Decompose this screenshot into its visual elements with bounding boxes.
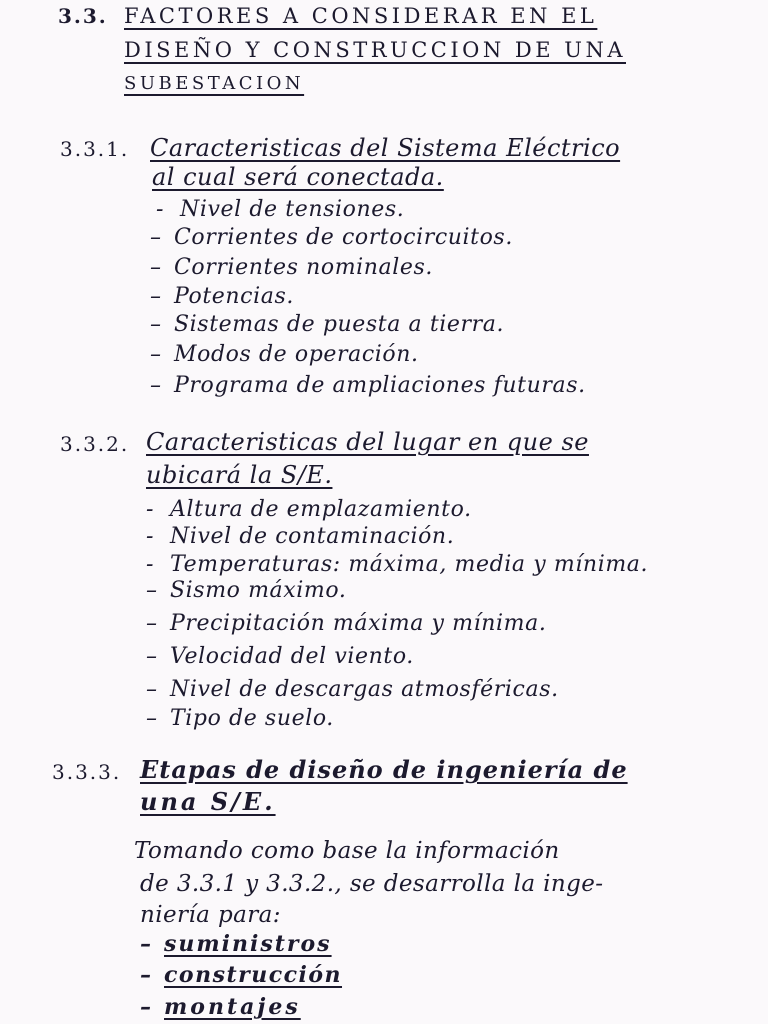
- main-title-line-2: DISEÑO Y CONSTRUCCION DE UNA: [124, 38, 626, 62]
- paragraph-line-1: Tomando como base la información: [134, 838, 560, 864]
- list-item: – Programa de ampliaciones futuras.: [150, 373, 586, 398]
- list-item: – Sistemas de puesta a tierra.: [150, 312, 505, 337]
- list-item: – Corrientes de cortocircuitos.: [150, 225, 513, 250]
- list-item: - Temperaturas: máxima, media y mínima.: [146, 552, 649, 577]
- list-item: – Tipo de suelo.: [146, 706, 334, 731]
- section-3-3-2-heading-line-1: Caracteristicas del lugar en que se: [146, 428, 589, 456]
- main-title-line-1: FACTORES A CONSIDERAR EN EL: [124, 4, 598, 28]
- list-item: – Velocidad del viento.: [146, 644, 414, 669]
- section-3-3-2-heading-line-2: ubicará la S/E.: [146, 461, 333, 489]
- list-item: - Altura de emplazamiento.: [146, 497, 472, 522]
- list-item: – Modos de operación.: [150, 342, 419, 367]
- list-item: – Sismo máximo.: [146, 578, 347, 603]
- list-item: – Nivel de descargas atmosféricas.: [146, 677, 559, 702]
- section-number-3-3: 3.3.: [58, 4, 108, 28]
- section-3-3-1-heading-line-1: Caracteristicas del Sistema Eléctrico: [150, 134, 621, 162]
- section-3-3-3-heading-line-1: Etapas de diseño de ingeniería de: [140, 755, 628, 784]
- list-item: – montajes: [140, 994, 301, 1020]
- section-3-3-1-heading-line-2: al cual será conectada.: [152, 163, 444, 191]
- paragraph-line-3: niería para:: [140, 902, 281, 928]
- list-item: – suministros: [140, 931, 332, 957]
- list-item: – Corrientes nominales.: [150, 255, 434, 280]
- list-item: - Nivel de contaminación.: [146, 524, 455, 549]
- list-item: – construcción: [140, 962, 343, 988]
- list-item: – Precipitación máxima y mínima.: [146, 611, 547, 636]
- list-item: – Potencias.: [150, 284, 294, 309]
- section-number-3-3-1: 3.3.1.: [60, 137, 130, 161]
- main-title-line-3: SUBESTACION: [124, 73, 305, 94]
- section-number-3-3-2: 3.3.2.: [60, 432, 130, 456]
- paragraph-line-2: de 3.3.1 y 3.3.2., se desarrolla la inge-: [140, 871, 604, 897]
- section-number-3-3-3: 3.3.3.: [52, 760, 122, 784]
- list-item: - Nivel de tensiones.: [156, 197, 405, 222]
- section-3-3-3-heading-line-2: una S/E.: [140, 787, 276, 816]
